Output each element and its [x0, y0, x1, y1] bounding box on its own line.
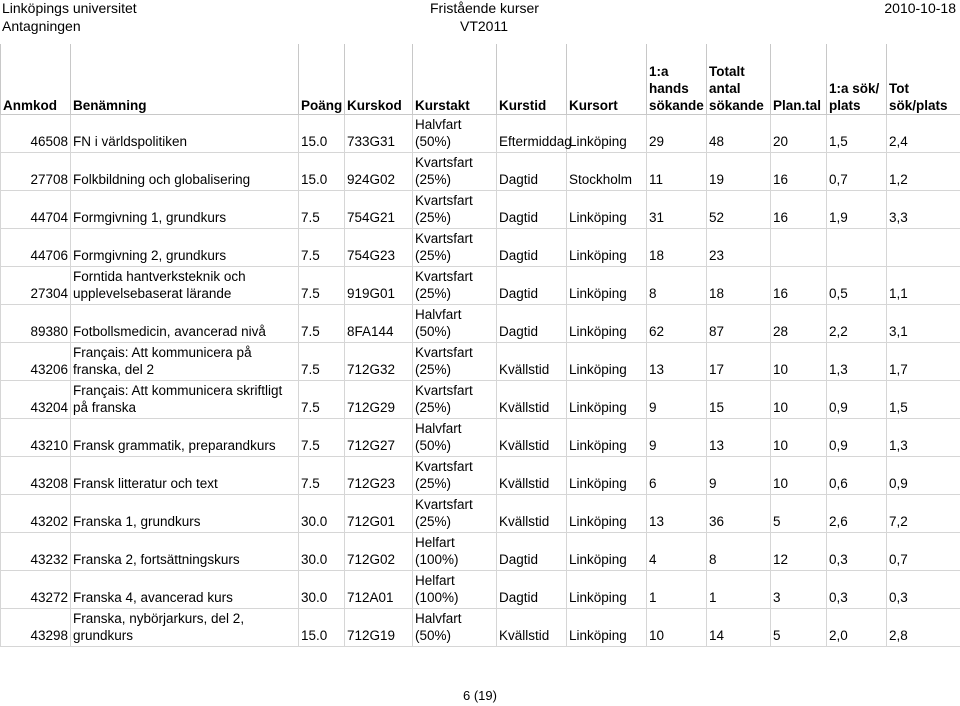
cell-anmkod: 43272 [1, 571, 71, 609]
table-row [1, 343, 960, 381]
col-header-kurskod: Kurskod [345, 44, 413, 115]
cell-totalt: 13 [707, 419, 771, 457]
cell-tot-per-plats: 2,8 [887, 609, 960, 647]
cell-kurstid: Kvällstid [497, 609, 567, 647]
table-row [1, 229, 960, 267]
cell-kurstakt: Kvartsfart (25%) [413, 457, 497, 495]
cell-tot-per-plats: 1,5 [887, 381, 960, 419]
cell-anmkod: 43208 [1, 457, 71, 495]
cell-kurstid: Dagtid [497, 267, 567, 305]
cell-poang: 7.5 [299, 229, 345, 267]
col-header-poang: Poäng [299, 44, 345, 115]
cell-benamning: Forntida hantverksteknik och upplevelsebaserat lärande [71, 267, 299, 305]
cell-forsta-per-plats: 0,3 [827, 533, 887, 571]
cell-forsta-per-plats: 0,5 [827, 267, 887, 305]
cell-kursort: Linköping [567, 115, 647, 153]
cell-totalt: 48 [707, 115, 771, 153]
col-header-anmkod: Anmkod [1, 44, 71, 115]
table-row [1, 533, 960, 571]
cell-tot-per-plats: 0,9 [887, 457, 960, 495]
cell-kurskod: 712G29 [345, 381, 413, 419]
cell-forsta-hands: 4 [647, 533, 707, 571]
cell-kurskod: 733G31 [345, 115, 413, 153]
cell-benamning: Fransk litteratur och text [71, 457, 299, 495]
cell-plantal: 3 [771, 571, 827, 609]
col-header-tot-per-plats: Tot sök/plats [887, 44, 960, 115]
cell-kurstakt: Halvfart (50%) [413, 305, 497, 343]
cell-plantal: 5 [771, 609, 827, 647]
cell-tot-per-plats: 0,7 [887, 533, 960, 571]
cell-kurstakt: Kvartsfart (25%) [413, 381, 497, 419]
cell-kursort: Linköping [567, 533, 647, 571]
cell-tot-per-plats: 1,2 [887, 153, 960, 191]
cell-kurstakt: Halvfart (50%) [413, 419, 497, 457]
cell-kurstakt: Kvartsfart (25%) [413, 267, 497, 305]
table-row [1, 609, 960, 647]
cell-tot-per-plats: 1,1 [887, 267, 960, 305]
col-header-kurstid: Kurstid [497, 44, 567, 115]
cell-kursort: Linköping [567, 305, 647, 343]
cell-kursort: Linköping [567, 191, 647, 229]
cell-kurskod: 712G01 [345, 495, 413, 533]
cell-kurstid: Eftermiddag [497, 115, 567, 153]
cell-poang: 7.5 [299, 419, 345, 457]
cell-kurstakt: Kvartsfart (25%) [413, 191, 497, 229]
cell-kursort: Linköping [567, 609, 647, 647]
table-row [1, 267, 960, 305]
cell-kursort: Linköping [567, 381, 647, 419]
cell-kurstid: Kvällstid [497, 343, 567, 381]
cell-totalt: 15 [707, 381, 771, 419]
table-header-row [1, 44, 960, 115]
cell-kurskod: 712G02 [345, 533, 413, 571]
cell-poang: 30.0 [299, 533, 345, 571]
cell-forsta-hands: 13 [647, 343, 707, 381]
cell-forsta-hands: 29 [647, 115, 707, 153]
cell-totalt: 23 [707, 229, 771, 267]
table-row [1, 381, 960, 419]
page-number: 6 (19) [463, 688, 497, 703]
cell-forsta-hands: 62 [647, 305, 707, 343]
cell-tot-per-plats: 7,2 [887, 495, 960, 533]
cell-poang: 15.0 [299, 115, 345, 153]
cell-anmkod: 27708 [1, 153, 71, 191]
cell-totalt: 17 [707, 343, 771, 381]
cell-kurstid: Kvällstid [497, 495, 567, 533]
cell-plantal: 16 [771, 153, 827, 191]
cell-plantal: 16 [771, 267, 827, 305]
col-header-forsta-hands: 1:a hands sökande [647, 44, 707, 115]
cell-totalt: 52 [707, 191, 771, 229]
cell-poang: 7.5 [299, 305, 345, 343]
col-header-plantal: Plan.tal [771, 44, 827, 115]
cell-kurskod: 712G23 [345, 457, 413, 495]
cell-benamning: Franska 2, fortsättningskurs [71, 533, 299, 571]
cell-anmkod: 89380 [1, 305, 71, 343]
cell-plantal: 28 [771, 305, 827, 343]
cell-kursort: Linköping [567, 571, 647, 609]
table-row [1, 153, 960, 191]
cell-forsta-per-plats: 1,9 [827, 191, 887, 229]
cell-poang: 7.5 [299, 191, 345, 229]
cell-forsta-hands: 9 [647, 419, 707, 457]
cell-kursort: Linköping [567, 495, 647, 533]
cell-kurstakt: Helfart (100%) [413, 571, 497, 609]
cell-benamning: Franska 4, avancerad kurs [71, 571, 299, 609]
cell-kurstakt: Kvartsfart (25%) [413, 229, 497, 267]
admissions-table [0, 44, 960, 647]
cell-forsta-per-plats: 0,9 [827, 419, 887, 457]
document-title: Fristående kurser [430, 0, 539, 16]
cell-poang: 7.5 [299, 381, 345, 419]
cell-forsta-per-plats: 2,2 [827, 305, 887, 343]
cell-anmkod: 43202 [1, 495, 71, 533]
cell-kurskod: 712G27 [345, 419, 413, 457]
section-title: Antagningen [2, 18, 81, 34]
cell-kurstakt: Helfart (100%) [413, 533, 497, 571]
cell-totalt: 87 [707, 305, 771, 343]
cell-forsta-hands: 18 [647, 229, 707, 267]
cell-anmkod: 43206 [1, 343, 71, 381]
cell-poang: 15.0 [299, 153, 345, 191]
cell-plantal [771, 229, 827, 267]
cell-totalt: 1 [707, 571, 771, 609]
cell-kurskod: 754G23 [345, 229, 413, 267]
cell-kurstid: Dagtid [497, 571, 567, 609]
cell-forsta-per-plats: 0,9 [827, 381, 887, 419]
col-header-benamning: Benämning [71, 44, 299, 115]
cell-totalt: 8 [707, 533, 771, 571]
cell-forsta-per-plats: 1,3 [827, 343, 887, 381]
col-header-kursort: Kursort [567, 44, 647, 115]
cell-poang: 15.0 [299, 609, 345, 647]
cell-kurstakt: Kvartsfart (25%) [413, 343, 497, 381]
term-label: VT2011 [460, 18, 508, 34]
cell-kursort: Linköping [567, 419, 647, 457]
cell-kurstakt: Kvartsfart (25%) [413, 495, 497, 533]
cell-kurskod: 712G32 [345, 343, 413, 381]
cell-totalt: 14 [707, 609, 771, 647]
cell-plantal: 12 [771, 533, 827, 571]
table-row [1, 419, 960, 457]
cell-forsta-per-plats: 0,6 [827, 457, 887, 495]
cell-kurskod: 8FA144 [345, 305, 413, 343]
cell-totalt: 19 [707, 153, 771, 191]
cell-kursort: Stockholm [567, 153, 647, 191]
cell-anmkod: 43232 [1, 533, 71, 571]
cell-forsta-per-plats: 0,7 [827, 153, 887, 191]
cell-benamning: Français: Att kommunicera skriftligt på franska [71, 381, 299, 419]
cell-anmkod: 44706 [1, 229, 71, 267]
col-header-forsta-per-plats: 1:a sök/ plats [827, 44, 887, 115]
col-header-kurstakt: Kurstakt [413, 44, 497, 115]
cell-forsta-per-plats: 2,6 [827, 495, 887, 533]
cell-forsta-hands: 6 [647, 457, 707, 495]
table-row [1, 495, 960, 533]
table-row [1, 191, 960, 229]
cell-totalt: 9 [707, 457, 771, 495]
cell-plantal: 10 [771, 343, 827, 381]
cell-kurstid: Dagtid [497, 533, 567, 571]
cell-benamning: Franska, nybörjarkurs, del 2, grundkurs [71, 609, 299, 647]
cell-anmkod: 43210 [1, 419, 71, 457]
cell-kurstid: Kvällstid [497, 381, 567, 419]
table-row [1, 571, 960, 609]
university-name: Linköpings universitet [2, 0, 137, 16]
cell-kurskod: 712G19 [345, 609, 413, 647]
cell-benamning: Folkbildning och globalisering [71, 153, 299, 191]
cell-kurstid: Dagtid [497, 305, 567, 343]
col-header-totalt: Totalt antal sökande [707, 44, 771, 115]
cell-forsta-hands: 1 [647, 571, 707, 609]
cell-anmkod: 43298 [1, 609, 71, 647]
cell-anmkod: 44704 [1, 191, 71, 229]
cell-forsta-hands: 8 [647, 267, 707, 305]
cell-kursort: Linköping [567, 267, 647, 305]
cell-tot-per-plats: 2,4 [887, 115, 960, 153]
cell-benamning: Fransk grammatik, preparandkurs [71, 419, 299, 457]
cell-tot-per-plats: 1,3 [887, 419, 960, 457]
cell-forsta-hands: 11 [647, 153, 707, 191]
table-row [1, 457, 960, 495]
cell-kurstid: Kvällstid [497, 457, 567, 495]
report-date: 2010-10-18 [884, 0, 956, 16]
cell-poang: 7.5 [299, 267, 345, 305]
cell-kurskod: 754G21 [345, 191, 413, 229]
cell-forsta-hands: 9 [647, 381, 707, 419]
cell-benamning: FN i världspolitiken [71, 115, 299, 153]
cell-kurskod: 919G01 [345, 267, 413, 305]
table-row [1, 305, 960, 343]
cell-anmkod: 43204 [1, 381, 71, 419]
cell-tot-per-plats: 0,3 [887, 571, 960, 609]
cell-kurstid: Dagtid [497, 229, 567, 267]
cell-benamning: Formgivning 2, grundkurs [71, 229, 299, 267]
cell-forsta-per-plats [827, 229, 887, 267]
cell-forsta-hands: 31 [647, 191, 707, 229]
table-row [1, 115, 960, 153]
cell-kurstid: Kvällstid [497, 419, 567, 457]
cell-kurstid: Dagtid [497, 191, 567, 229]
cell-kurstakt: Halvfart (50%) [413, 609, 497, 647]
cell-totalt: 36 [707, 495, 771, 533]
cell-tot-per-plats: 3,3 [887, 191, 960, 229]
cell-plantal: 10 [771, 457, 827, 495]
cell-plantal: 16 [771, 191, 827, 229]
cell-plantal: 5 [771, 495, 827, 533]
cell-poang: 7.5 [299, 343, 345, 381]
cell-benamning: Fotbollsmedicin, avancerad nivå [71, 305, 299, 343]
cell-benamning: Franska 1, grundkurs [71, 495, 299, 533]
cell-kurstakt: Halvfart (50%) [413, 115, 497, 153]
cell-forsta-hands: 13 [647, 495, 707, 533]
cell-kurskod: 712A01 [345, 571, 413, 609]
cell-plantal: 10 [771, 381, 827, 419]
cell-poang: 7.5 [299, 457, 345, 495]
cell-plantal: 20 [771, 115, 827, 153]
cell-tot-per-plats [887, 229, 960, 267]
cell-forsta-hands: 10 [647, 609, 707, 647]
cell-forsta-per-plats: 0,3 [827, 571, 887, 609]
cell-kurstid: Dagtid [497, 153, 567, 191]
cell-kursort: Linköping [567, 343, 647, 381]
cell-poang: 30.0 [299, 571, 345, 609]
cell-tot-per-plats: 1,7 [887, 343, 960, 381]
cell-anmkod: 27304 [1, 267, 71, 305]
cell-anmkod: 46508 [1, 115, 71, 153]
cell-benamning: Français: Att kommunicera på franska, del 2 [71, 343, 299, 381]
cell-forsta-per-plats: 1,5 [827, 115, 887, 153]
cell-poang: 30.0 [299, 495, 345, 533]
cell-kurskod: 924G02 [345, 153, 413, 191]
cell-plantal: 10 [771, 419, 827, 457]
cell-kurstakt: Kvartsfart (25%) [413, 153, 497, 191]
cell-tot-per-plats: 3,1 [887, 305, 960, 343]
cell-forsta-per-plats: 2,0 [827, 609, 887, 647]
cell-totalt: 18 [707, 267, 771, 305]
cell-benamning: Formgivning 1, grundkurs [71, 191, 299, 229]
cell-kursort: Linköping [567, 457, 647, 495]
cell-kursort: Linköping [567, 229, 647, 267]
